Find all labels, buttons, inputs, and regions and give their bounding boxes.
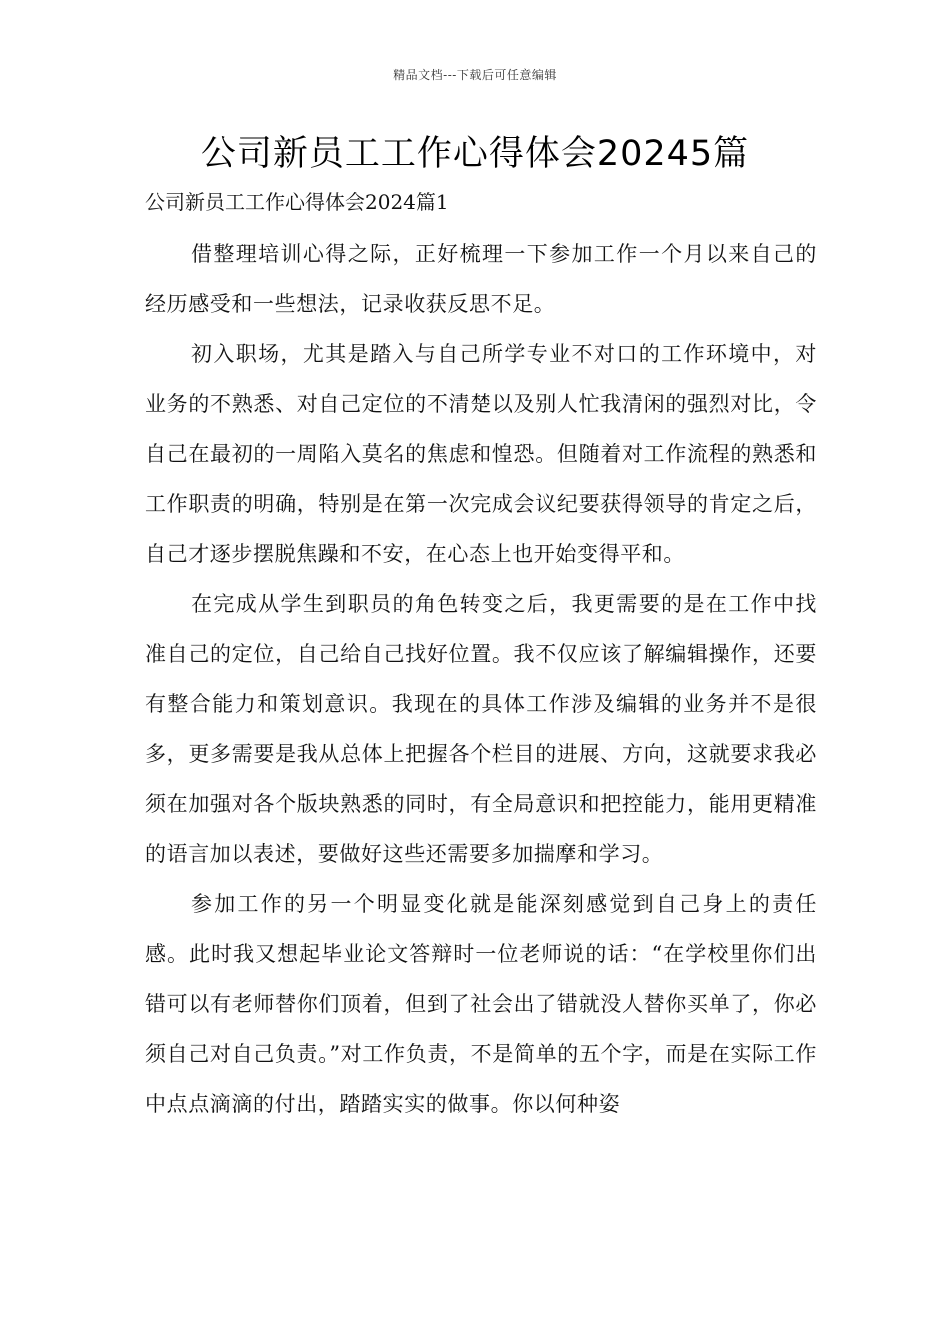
header-note: 精品文档---下载后可任意编辑 [393, 68, 557, 82]
section-subtitle: 公司新员工工作心得体会2024篇1 [145, 190, 449, 214]
paragraph: 借整理培训心得之际，正好梳理一下参加工作一个月以来自己的经历感受和一些想法，记录收获反思不足。 [145, 242, 817, 316]
document-body [145, 229, 817, 1129]
paragraph: 在完成从学生到职员的角色转变之后，我更需要的是在工作中找准自己的定位，自己给自己找好位置。我不仅应该了解编辑操作，还要有整合能力和策划意识。我现在的具体工作涉及编辑的业务并不是很多，更多需要是我从总体上把握各个栏目的进展、方向，这就要求我必须在加强对各个版块熟悉的同时，有全局意识和把控能力，能用更精准的语言加以表述，要做好这些还需要多加揣摩和学习。 [145, 592, 817, 866]
paragraph: 参加工作的另一个明显变化就是能深刻感觉到自己身上的责任感。此时我又想起毕业论文答辩时一位老师说的话：“在学校里你们出错可以有老师替你们顶着，但到了社会出了错就没人替你买单了，你必须自己对自己负责。”对工作负责，不是简单的五个字，而是在实际工作中点点滴滴的付出，踏踏实实的做事。你以何种姿 [145, 892, 817, 1116]
document-title: 公司新员工工作心得体会20245篇 [200, 134, 750, 174]
paragraph: 初入职场，尤其是踏入与自己所学专业不对口的工作环境中，对业务的不熟悉、对自己定位的不清楚以及别人忙我清闲的强烈对比，令自己在最初的一周陷入莫名的焦虑和惶恐。但随着对工作流程的熟悉和工作职责的明确，特别是在第一次完成会议纪要获得领导的肯定之后，自己才逐步摆脱焦躁和不安，在心态上也开始变得平和。 [145, 342, 817, 566]
